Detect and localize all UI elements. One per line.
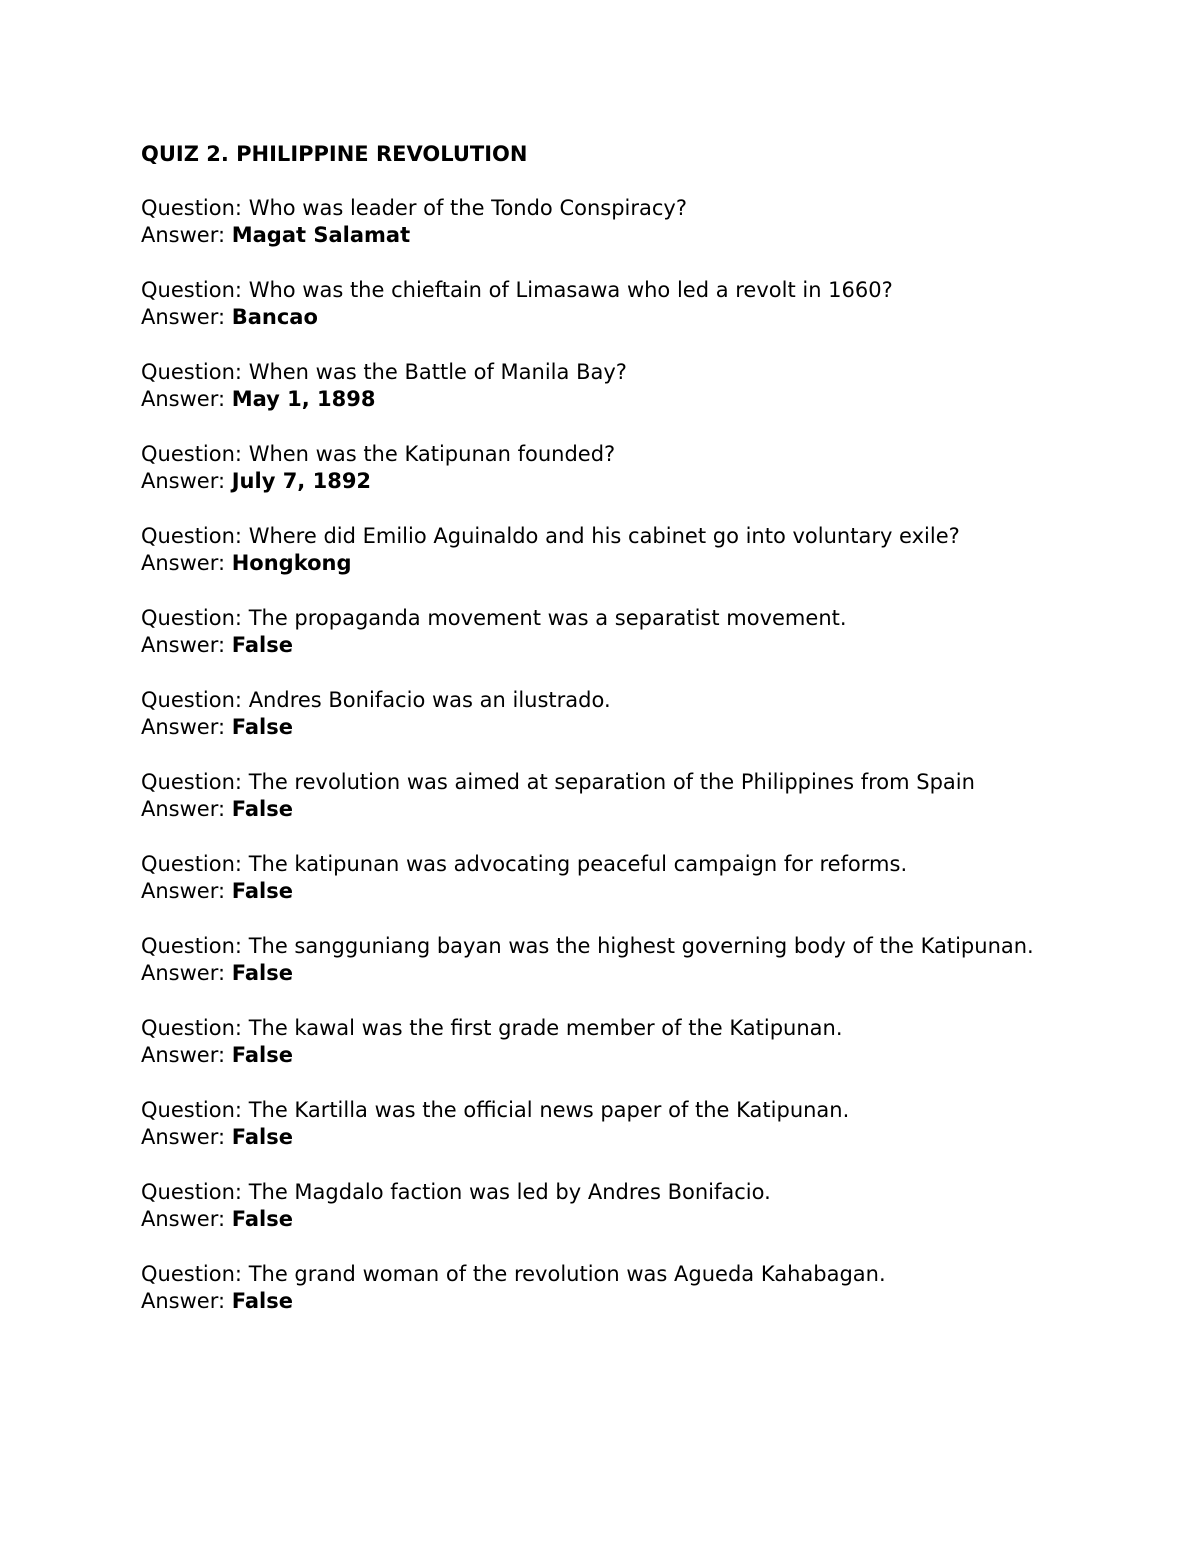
question-prefix: Question: bbox=[141, 524, 249, 548]
answer-line bbox=[141, 714, 1041, 741]
answer-prefix: Answer: bbox=[141, 633, 232, 657]
answer-prefix: Answer: bbox=[141, 551, 232, 575]
qa-item-3 bbox=[141, 359, 1041, 413]
answer-prefix: Answer: bbox=[141, 1043, 232, 1067]
answer-line bbox=[141, 386, 1041, 413]
answer-text: July 7, 1892 bbox=[231, 469, 372, 493]
question-text: The Magdalo faction was led by Andres Bonifacio. bbox=[248, 1180, 771, 1204]
question-prefix: Question: bbox=[141, 1262, 249, 1286]
answer-line bbox=[141, 550, 1041, 577]
question-prefix: Question: bbox=[141, 196, 249, 220]
qa-item-5 bbox=[141, 523, 1041, 577]
answer-line bbox=[141, 1124, 1041, 1151]
answer-line bbox=[141, 304, 1041, 331]
question-text: When was the Katipunan founded? bbox=[248, 442, 616, 466]
question-text: Who was the chieftain of Limasawa who led a revolt in 1660? bbox=[248, 278, 893, 302]
answer-prefix: Answer: bbox=[141, 961, 232, 985]
answer-text: False bbox=[231, 1125, 293, 1149]
answer-line bbox=[141, 1206, 1041, 1233]
answer-text: Magat Salamat bbox=[231, 223, 411, 247]
question-line bbox=[141, 1015, 1041, 1042]
question-text: The propaganda movement was a separatist movement. bbox=[248, 606, 847, 630]
qa-item-8 bbox=[141, 769, 1041, 823]
question-line bbox=[141, 1261, 1041, 1288]
question-line bbox=[141, 605, 1041, 632]
question-prefix: Question: bbox=[141, 934, 249, 958]
qa-item-9 bbox=[141, 851, 1041, 905]
answer-prefix: Answer: bbox=[141, 223, 232, 247]
answer-text: False bbox=[231, 1043, 293, 1067]
qa-item-1 bbox=[141, 195, 1041, 249]
answer-text: May 1, 1898 bbox=[231, 387, 376, 411]
answer-prefix: Answer: bbox=[141, 797, 232, 821]
question-prefix: Question: bbox=[141, 1016, 249, 1040]
answer-text: False bbox=[231, 961, 293, 985]
question-prefix: Question: bbox=[141, 852, 249, 876]
question-text: The grand woman of the revolution was Agueda Kahabagan. bbox=[248, 1262, 886, 1286]
question-prefix: Question: bbox=[141, 770, 249, 794]
qa-item-12 bbox=[141, 1097, 1041, 1151]
question-prefix: Question: bbox=[141, 688, 249, 712]
qa-item-4 bbox=[141, 441, 1041, 495]
question-text: The Kartilla was the official news paper of the Katipunan. bbox=[248, 1098, 850, 1122]
page-title: QUIZ 2. PHILIPPINE REVOLUTION bbox=[141, 142, 528, 166]
answer-line bbox=[141, 796, 1041, 823]
answer-prefix: Answer: bbox=[141, 1207, 232, 1231]
answer-prefix: Answer: bbox=[141, 1289, 232, 1313]
answer-line bbox=[141, 1288, 1041, 1315]
answer-text: False bbox=[231, 715, 293, 739]
question-line bbox=[141, 359, 1041, 386]
qa-item-7 bbox=[141, 687, 1041, 741]
answer-line bbox=[141, 222, 1041, 249]
answer-line bbox=[141, 878, 1041, 905]
question-text: The kawal was the first grade member of the Katipunan. bbox=[248, 1016, 843, 1040]
question-line bbox=[141, 933, 1041, 960]
answer-prefix: Answer: bbox=[141, 469, 232, 493]
answer-prefix: Answer: bbox=[141, 1125, 232, 1149]
answer-text: Bancao bbox=[231, 305, 318, 329]
answer-text: False bbox=[231, 633, 293, 657]
question-text: The katipunan was advocating peaceful campaign for reforms. bbox=[248, 852, 908, 876]
question-text: Who was leader of the Tondo Conspiracy? bbox=[248, 196, 688, 220]
question-prefix: Question: bbox=[141, 360, 249, 384]
question-prefix: Question: bbox=[141, 606, 249, 630]
question-text: Andres Bonifacio was an ilustrado. bbox=[248, 688, 611, 712]
question-text: Where did Emilio Aguinaldo and his cabinet go into voluntary exile? bbox=[248, 524, 960, 548]
answer-text: False bbox=[231, 1289, 293, 1313]
question-line bbox=[141, 1179, 1041, 1206]
question-line bbox=[141, 195, 1041, 222]
question-line bbox=[141, 769, 1041, 796]
question-line bbox=[141, 687, 1041, 714]
question-prefix: Question: bbox=[141, 278, 249, 302]
answer-text: False bbox=[231, 879, 293, 903]
qa-item-11 bbox=[141, 1015, 1041, 1069]
question-prefix: Question: bbox=[141, 1180, 249, 1204]
question-line bbox=[141, 441, 1041, 468]
answer-prefix: Answer: bbox=[141, 715, 232, 739]
question-line bbox=[141, 277, 1041, 304]
question-text: The revolution was aimed at separation of the Philippines from Spain bbox=[248, 770, 975, 794]
qa-item-2 bbox=[141, 277, 1041, 331]
question-prefix: Question: bbox=[141, 442, 249, 466]
document-page bbox=[141, 141, 1041, 1343]
answer-text: False bbox=[231, 797, 293, 821]
answer-text: False bbox=[231, 1207, 293, 1231]
question-line bbox=[141, 851, 1041, 878]
question-line bbox=[141, 523, 1041, 550]
answer-line bbox=[141, 468, 1041, 495]
question-prefix: Question: bbox=[141, 1098, 249, 1122]
answer-prefix: Answer: bbox=[141, 879, 232, 903]
qa-item-10 bbox=[141, 933, 1041, 987]
question-text: When was the Battle of Manila Bay? bbox=[248, 360, 627, 384]
question-text: The sangguniang bayan was the highest governing body of the Katipunan. bbox=[248, 934, 1034, 958]
qa-item-14 bbox=[141, 1261, 1041, 1315]
answer-prefix: Answer: bbox=[141, 387, 232, 411]
answer-line bbox=[141, 960, 1041, 987]
answer-line bbox=[141, 632, 1041, 659]
answer-line bbox=[141, 1042, 1041, 1069]
answer-prefix: Answer: bbox=[141, 305, 232, 329]
question-line bbox=[141, 1097, 1041, 1124]
qa-item-6 bbox=[141, 605, 1041, 659]
qa-item-13 bbox=[141, 1179, 1041, 1233]
answer-text: Hongkong bbox=[231, 551, 352, 575]
